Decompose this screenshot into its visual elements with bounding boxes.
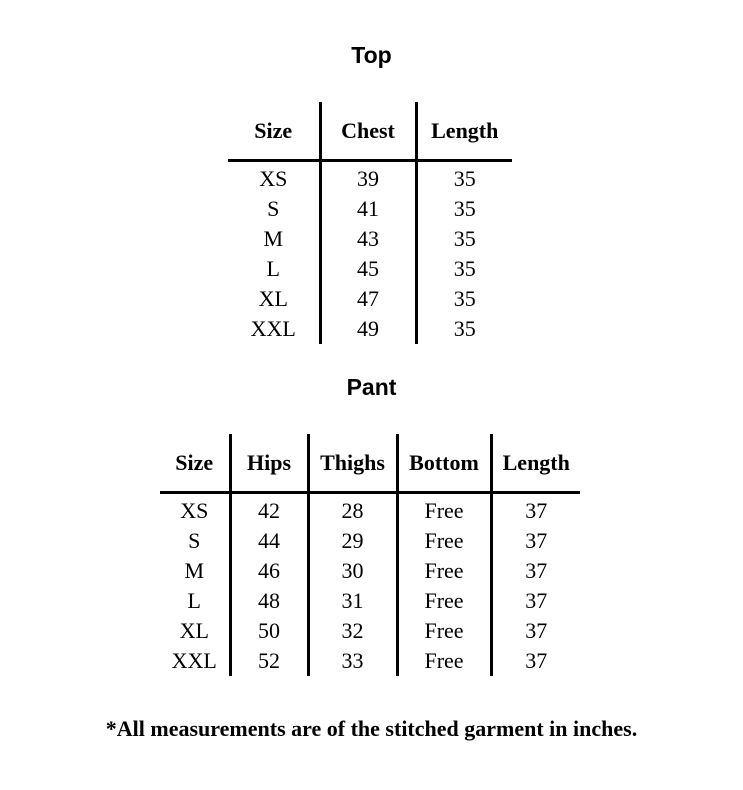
table-header-row [228,102,512,161]
bottom-cell: Free [397,586,491,616]
thighs-cell: 31 [308,586,397,616]
length-cell: 35 [453,286,476,311]
column-header-size: Size [228,102,320,161]
top-title: Top [351,42,392,68]
length-cell: 35 [453,256,476,281]
bottom-cell: Free [397,526,491,556]
length-cell: 37 [525,528,548,553]
hips-cell: 52 [230,646,308,676]
thighs-cell: 30 [308,556,397,586]
length-cell: 35 [453,316,476,341]
size-cell: XS [160,493,230,527]
pant-size-table [160,434,580,676]
pant-title: Pant [346,374,397,400]
table-row [228,254,512,284]
hips-cell: 42 [230,493,308,527]
length-cell: 35 [453,196,476,221]
size-cell: L [228,254,320,284]
column-header-thighs: Thighs [308,434,397,493]
chest-cell: 49 [320,314,416,344]
bottom-cell: Free [397,646,491,676]
column-header-bottom: Bottom [397,434,491,493]
chest-cell: 41 [320,194,416,224]
measurement-note: *All measurements are of the stitched garment in inches. [105,716,638,741]
bottom-cell: Free [397,616,491,646]
size-cell: M [228,224,320,254]
table-row [228,224,512,254]
size-cell: XXL [160,646,230,676]
hips-cell: 50 [230,616,308,646]
column-header-chest: Chest [320,102,416,161]
thighs-cell: 28 [308,493,397,527]
size-cell: S [160,526,230,556]
size-cell: XS [228,161,320,195]
hips-cell: 44 [230,526,308,556]
table-row [228,194,512,224]
size-cell: M [160,556,230,586]
thighs-cell: 33 [308,646,397,676]
length-cell: 35 [453,166,476,191]
size-cell: S [228,194,320,224]
chest-cell: 43 [320,224,416,254]
table-row [160,556,580,586]
table-row [160,646,580,676]
thighs-cell: 29 [308,526,397,556]
size-cell: XL [228,284,320,314]
table-row [228,161,512,195]
length-cell: 37 [525,558,548,583]
column-header-hips: Hips [230,434,308,493]
table-row [160,586,580,616]
table-row [160,526,580,556]
length-cell: 37 [525,618,548,643]
column-header-length: Length [491,434,580,493]
table-row [228,284,512,314]
hips-cell: 48 [230,586,308,616]
length-cell: 37 [525,648,548,673]
chest-cell: 47 [320,284,416,314]
top-size-table [228,102,512,344]
chest-cell: 39 [320,161,416,195]
table-header-row [160,434,580,493]
column-header-size: Size [160,434,230,493]
thighs-cell: 32 [308,616,397,646]
length-cell: 37 [525,588,548,613]
chest-cell: 45 [320,254,416,284]
size-cell: XL [160,616,230,646]
length-cell: 37 [525,498,548,523]
table-row [160,616,580,646]
length-cell: 35 [453,226,476,251]
table-row [228,314,512,344]
hips-cell: 46 [230,556,308,586]
size-cell: XXL [228,314,320,344]
table-row [160,493,580,527]
column-header-length: Length [416,102,512,161]
bottom-cell: Free [397,556,491,586]
size-cell: L [160,586,230,616]
bottom-cell: Free [397,493,491,527]
